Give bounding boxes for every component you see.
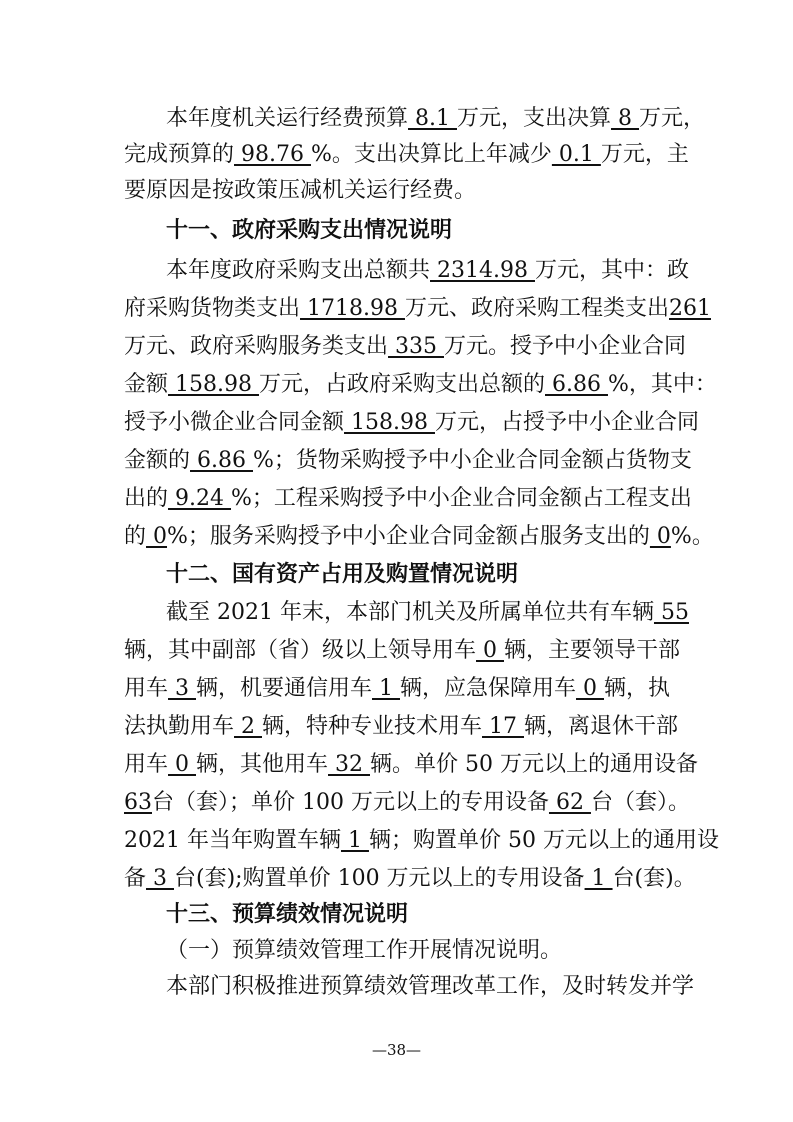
text-run: 辆，特种专业技术用车 [262, 714, 483, 739]
text-run: 万元，支出决算 [457, 106, 612, 131]
text-run: 要原因是按政策压减机关运行经费。 [124, 178, 477, 203]
body-line [124, 636, 681, 666]
body-line [124, 864, 696, 894]
text-run: 万元，主 [600, 142, 689, 167]
underlined-value: 8.1 [408, 106, 457, 131]
underlined-value: 63 [124, 790, 152, 815]
text-run: 的 [124, 524, 147, 549]
body-line [124, 750, 698, 780]
body-line [166, 104, 706, 134]
text-run: 辆，其他用车 [196, 752, 329, 777]
underlined-value: 0 [146, 524, 168, 549]
text-run: 用车 [124, 676, 169, 701]
text-run: %；货物采购授予中小企业合同金额占货物支 [253, 448, 692, 473]
subsection-heading [166, 936, 670, 966]
section-heading-procurement [166, 216, 670, 246]
underlined-value: 6.86 [545, 372, 608, 397]
underlined-value: 17 [482, 714, 524, 739]
text-run: 台(套)。 [612, 866, 696, 891]
text-run: 金额的 [124, 448, 191, 473]
underlined-value: 1 [584, 866, 613, 891]
body-line [124, 712, 679, 742]
body-line [124, 176, 670, 206]
text-run: %，其中： [607, 372, 717, 397]
text-run: 府采购货物类支出 [124, 296, 301, 321]
text-run: %；服务采购授予中小企业合同金额占服务支出的 [167, 524, 650, 549]
text-run: 授予小微企业合同金额 [124, 410, 345, 435]
body-line [124, 446, 692, 476]
text-run: %；工程采购授予中小企业合同金额占工程支出 [231, 486, 692, 511]
underlined-value: 0 [476, 638, 504, 663]
text-run: 十二、国有资产占用及购置情况说明 [166, 562, 519, 587]
body-line [124, 674, 670, 704]
underlined-value: 9.24 [168, 486, 231, 511]
text-run: 台(套);购置单价 100 万元以上的专用设备 [174, 866, 585, 891]
body-line [124, 294, 711, 324]
text-run: 台（套）。 [590, 790, 690, 815]
underlined-value: 0 [168, 752, 196, 777]
section-heading-assets [166, 560, 670, 590]
underlined-value: 32 [328, 752, 370, 777]
underlined-value: 3 [146, 866, 174, 891]
text-run: 出的 [124, 486, 169, 511]
body-line [124, 522, 714, 552]
body-line [124, 484, 692, 514]
underlined-value: 3 [168, 676, 196, 701]
text-run: 法执勤用车 [124, 714, 235, 739]
underlined-value: 2 [234, 714, 262, 739]
body-line [166, 256, 689, 286]
text-run: %。 [670, 524, 714, 549]
page-number: —38— [371, 1041, 422, 1059]
text-run: 截至 2021 年末，本部门机关及所属单位共有车辆 [166, 600, 654, 625]
section-heading-performance [166, 900, 670, 930]
text-run: 辆，执 [604, 676, 671, 701]
body-line [124, 788, 690, 818]
text-run: 万元，占授予中小企业合同 [434, 410, 699, 435]
text-run: 辆，离退休干部 [524, 714, 679, 739]
text-run: 万元，其中：政 [534, 258, 689, 283]
body-line [166, 598, 689, 628]
underlined-value: 98.76 [234, 142, 311, 167]
underlined-value: 158.98 [168, 372, 259, 397]
underlined-value: 335 [388, 334, 444, 359]
text-run: （一）预算绩效管理工作开展情况说明。 [166, 938, 563, 963]
underlined-value: 1718.98 [300, 296, 405, 321]
underlined-value: 261 [669, 296, 711, 321]
underlined-value: 0 [576, 676, 604, 701]
text-run: 2021 年当年购置车辆 [124, 828, 341, 853]
underlined-value: 0 [649, 524, 671, 549]
text-run: 备 [124, 866, 147, 891]
text-run: 辆，主要领导干部 [504, 638, 681, 663]
text-run: 本部门积极推进预算绩效管理改革工作，及时转发并学 [166, 974, 695, 999]
text-run: 本年度机关运行经费预算 [166, 106, 409, 131]
body-line [124, 140, 689, 170]
body-line [124, 370, 717, 400]
underlined-value: 8 [611, 106, 639, 131]
body-line [166, 972, 695, 1002]
text-run: 万元，占政府采购支出总额的 [258, 372, 545, 397]
underlined-value: 158.98 [344, 410, 435, 435]
text-run: 用车 [124, 752, 169, 777]
body-line [124, 408, 699, 438]
body-line [124, 332, 687, 362]
text-run: 台（套）；单价 100 万元以上的专用设备 [152, 790, 549, 815]
text-run: 万元、政府采购服务类支出 [124, 334, 389, 359]
text-run: 万元、政府采购工程类支出 [404, 296, 669, 321]
underlined-value: 1 [372, 676, 400, 701]
underlined-value: 1 [340, 828, 369, 853]
text-run: 十三、预算绩效情况说明 [166, 902, 409, 927]
text-run: 辆，其中副部（省）级以上领导用车 [124, 638, 477, 663]
underlined-value: 62 [548, 790, 591, 815]
underlined-value: 6.86 [190, 448, 253, 473]
text-run: 辆，应急保障用车 [400, 676, 577, 701]
body-line [124, 826, 719, 856]
text-run: 金额 [124, 372, 169, 397]
text-run: 十一、政府采购支出情况说明 [166, 218, 453, 243]
text-run: 辆，机要通信用车 [196, 676, 373, 701]
underlined-value: 0.1 [551, 142, 601, 167]
underlined-value: 2314.98 [430, 258, 535, 283]
text-run: 辆；购置单价 50 万元以上的通用设 [368, 828, 719, 853]
text-run: 完成预算的 [124, 142, 235, 167]
text-run: 万元， [639, 106, 706, 131]
text-run: 本年度政府采购支出总额共 [166, 258, 431, 283]
underlined-value: 55 [653, 600, 689, 625]
text-run: 万元。授予中小企业合同 [444, 334, 687, 359]
text-run: %。支出决算比上年减少 [310, 142, 552, 167]
text-run: 辆。单价 50 万元以上的通用设备 [370, 752, 698, 777]
